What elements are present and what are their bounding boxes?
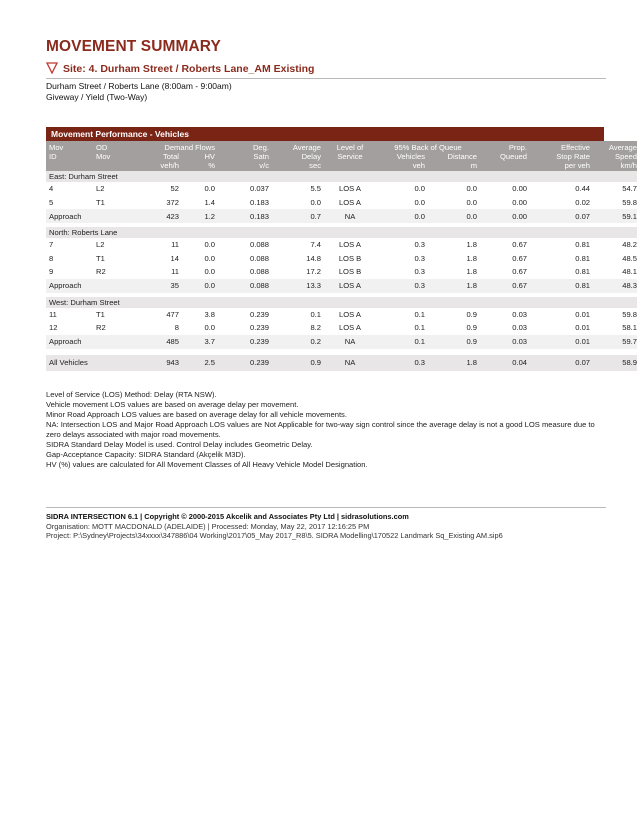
approach-row: Approach 423 1.2 0.183 0.7 NA 0.0 0.0 0.00 0.07 59.1 xyxy=(46,209,637,223)
col-deg-satn: Deg. xyxy=(218,141,272,152)
all-vehicles-row: All Vehicles 943 2.5 0.239 0.9 NA 0.3 1.8 0.04 0.07 58.9 xyxy=(46,355,637,371)
footer-copyright: SIDRA INTERSECTION 6.1 | Copyright © 2000-2015 Akcelik and Associates Pty Ltd | sidrasolutions.com xyxy=(46,512,409,521)
intersection-subtitle: Durham Street / Roberts Lane (8:00am - 9:00am) xyxy=(46,81,232,91)
note-line: Gap-Acceptance Capacity: SIDRA Standard (Akçelik M3D). xyxy=(46,450,246,459)
triangle-down-outline-icon xyxy=(46,62,58,74)
site-header xyxy=(46,60,606,79)
table-row: 9 R2 11 0.0 0.088 17.2 LOS B 0.3 1.8 0.67 0.81 48.1 xyxy=(49,267,637,277)
note-line: Minor Road Approach LOS values are based on average delay for all vehicle movements. xyxy=(46,410,347,419)
group-header-west: West: Durham Street xyxy=(46,297,637,308)
col-back-of-queue: 95% Back of Queue xyxy=(376,141,480,152)
control-type-subtitle: Giveway / Yield (Two-Way) xyxy=(46,92,148,102)
col-eff-stop-rate: Effective xyxy=(530,141,593,152)
note-line: NA: Intersection LOS and Major Road Approach LOS values are Not Applicable for two-way sign control since the average delay is not a good LOS measure due to zero delays associated with major road movements. xyxy=(46,420,595,439)
col-los: Level of xyxy=(324,141,376,152)
table-row: 8 T1 14 0.0 0.088 14.8 LOS B 0.3 1.8 0.67 0.81 48.5 xyxy=(49,253,637,263)
approach-row: Approach 35 0.0 0.088 13.3 LOS A 0.3 1.8 0.67 0.81 48.3 xyxy=(46,279,637,293)
movement-performance-table xyxy=(46,127,637,371)
col-avg-speed: Average xyxy=(593,141,637,152)
group-header-east: East: Durham Street xyxy=(46,171,637,182)
footer xyxy=(46,507,606,541)
table-body xyxy=(46,171,637,371)
approach-row: Approach 485 3.7 0.239 0.2 NA 0.1 0.9 0.03 0.01 59.7 xyxy=(46,335,637,349)
col-demand-flows: Demand Flows xyxy=(140,141,218,152)
table-row: 5 T1 372 1.4 0.183 0.0 LOS A 0.0 0.0 0.00 0.02 59.8 xyxy=(49,197,637,207)
table-row: 7 L2 11 0.0 0.088 7.4 LOS A 0.3 1.8 0.67 0.81 48.2 xyxy=(49,240,637,250)
group-header-north: North: Roberts Lane xyxy=(46,227,637,238)
footer-organisation: Organisation: MOTT MACDONALD (ADELAIDE) | Processed: Monday, May 22, 2017 12:16:25 PM xyxy=(46,521,370,531)
table-row: 12 R2 8 0.0 0.239 8.2 LOS A 0.1 0.9 0.03 0.01 58.1 xyxy=(49,323,637,333)
note-line: Vehicle movement LOS values are based on average delay per movement. xyxy=(46,400,299,409)
table-header: Mov OD Demand Flows Deg. Average Level of 95% Back of Queue Prop. Effective Average ID Mov Total HV Satn Delay Service Vehicles Distance Queued Stop Rate Speed veh/h % v/c sec veh m per veh km/h xyxy=(46,141,637,171)
col-prop-queued: Prop. xyxy=(480,141,530,152)
table-title: Movement Performance - Vehicles xyxy=(46,127,604,141)
note-line: Level of Service (LOS) Method: Delay (RTA NSW). xyxy=(46,390,217,399)
note-line: SIDRA Standard Delay Model is used. Control Delay includes Geometric Delay. xyxy=(46,440,313,449)
col-mov-id: Mov xyxy=(46,141,84,152)
site-title: Site: 4. Durham Street / Roberts Lane_AM Existing xyxy=(63,63,315,75)
col-od-mov: OD xyxy=(84,141,140,152)
table-row: 4 L2 52 0.0 0.037 5.5 LOS A 0.0 0.0 0.00 0.44 54.7 xyxy=(49,184,637,194)
table-row: 11 T1 477 3.8 0.239 0.1 LOS A 0.1 0.9 0.03 0.01 59.8 xyxy=(49,309,637,319)
report-title: MOVEMENT SUMMARY xyxy=(46,38,221,55)
col-avg-delay: Average xyxy=(272,141,324,152)
note-line: HV (%) values are calculated for All Movement Classes of All Heavy Vehicle Model Designation. xyxy=(46,460,368,469)
footer-project-path: Project: P:\Sydney\Projects\34xxxx\347886\04 Working\2017\05_May 2017_R8\5. SIDRA Modelling\170522 Landmark Sq_Existing AM.sip6 xyxy=(46,531,503,540)
notes-section xyxy=(46,390,606,470)
